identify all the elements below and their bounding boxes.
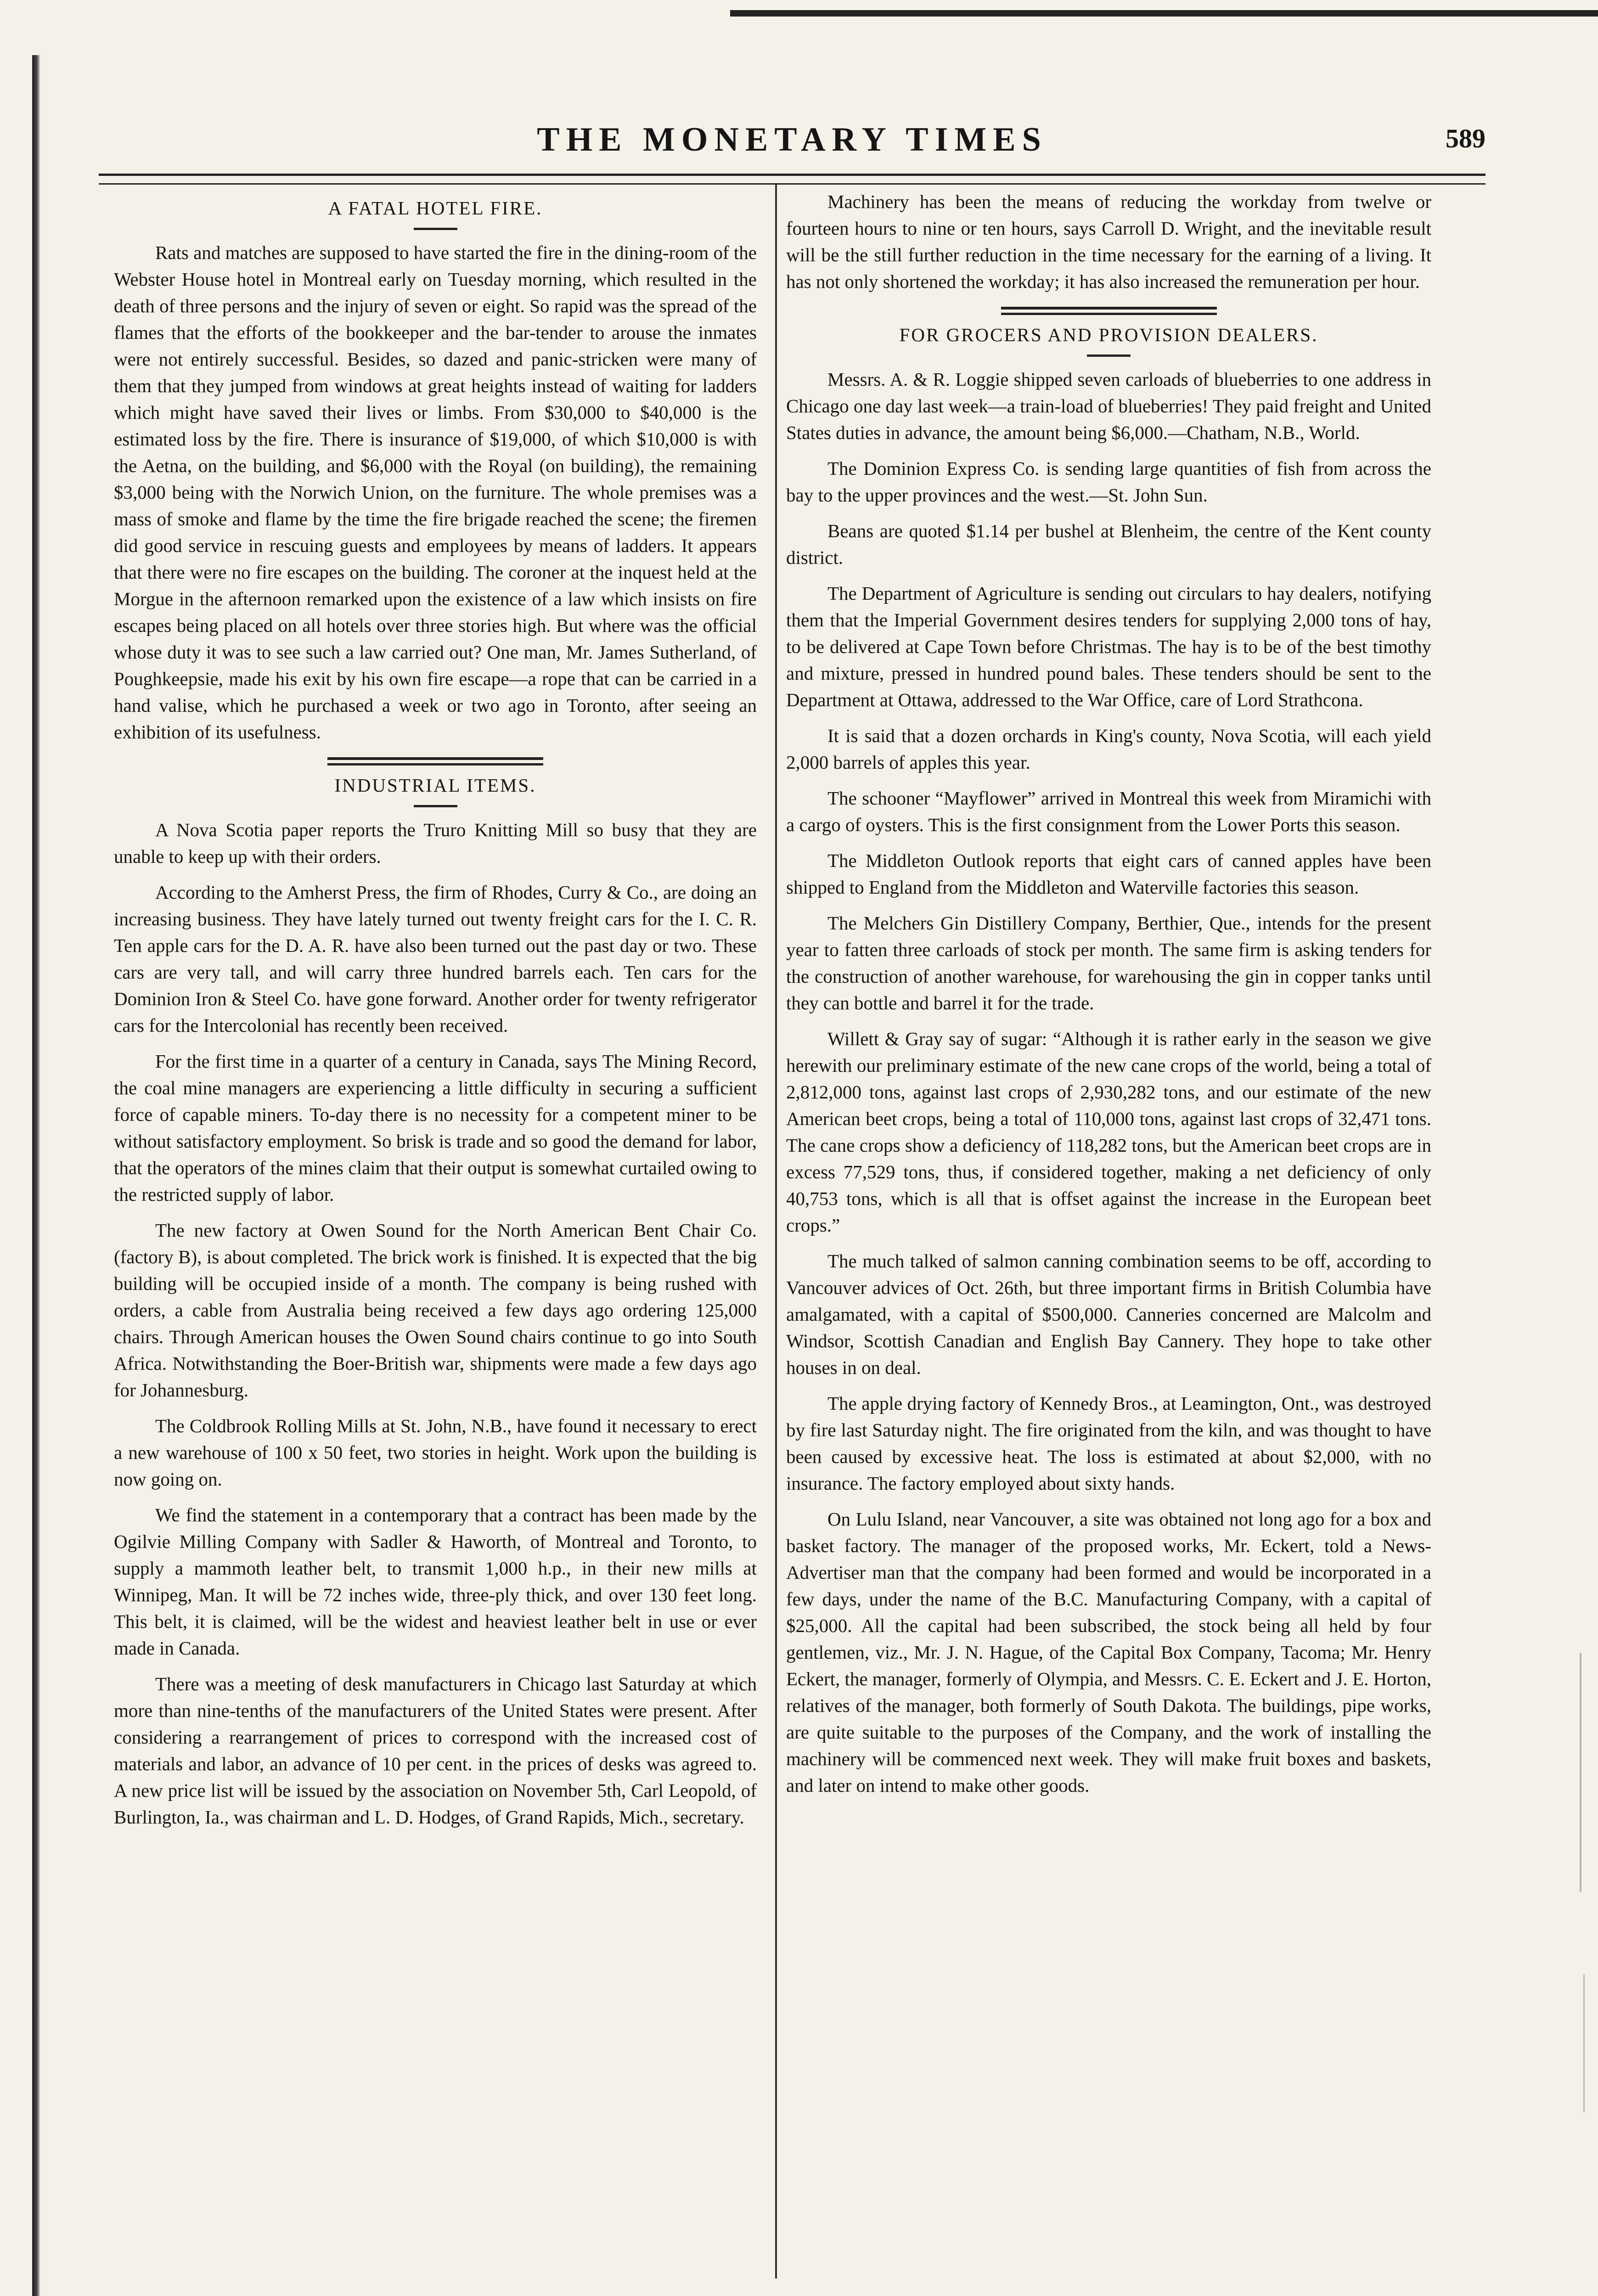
column-divider [775,185,777,2279]
section-heading-grocers: FOR GROCERS AND PROVISION DEALERS. [899,324,1318,345]
article-paragraph: The much talked of salmon canning combination seems to be off, according to Vancouver advices of Oct. 26th, but three important firms in British Columbia have amalgamated, with a capital of $500,000. Canneries concerned are Malcolm and Windsor, Scottish Canadian and English Bay Cannery. They hope to take other houses in on deal. [786,1250,1431,1378]
article-paragraph: Rats and matches are supposed to have started the fire in the dining-room of the Webster House hotel in Montreal early on Tuesday morning, which resulted in the death of three persons and the injury of seven or eight. So rapid was the spread of the flames that the efforts of the bookkeeper and the bar-tender to arouse the inmates were not entirely successful. Besides, so dazed and panic-stricken were many of them that they jumped from windows at great heights instead of waiting for ladders which might have saved their lives or limbs. From $30,000 to $40,000 is the estimated loss by the fire. There is insurance of $19,000, of which $10,000 is with the Aetna, on the building, and $6,000 with the Royal (on building), the remaining $3,000 being with the Norwich Union, on the furniture. The whole premises was a mass of smoke and flame by the time the fire brigade reached the scene; the firemen did good service in rescuing guests and employees by means of ladders. It appears that there were no fire escapes on the building. The coroner at the inquest held at the Morgue in the afternoon remarked upon the existence of a law which insists on fire escapes being placed on all hotels over three stories high. But where was the official whose duty it was to see such a law carried out? One man, Mr. James Sutherland, of Poughkeepsie, made his exit by his own fire escape—a rope that can be carried in a hand valise, which he purchased a week or two ago in Toronto, after seeing an exhibition of its usefulness. [114,242,757,743]
right-column [786,188,1431,1808]
page-number: 589 [1446,124,1485,153]
article-paragraph: The apple drying factory of Kennedy Bros., at Leamington, Ont., was destroyed by fire last Saturday night. The fire originated from the kiln, and was thought to have been caused by excessive heat. The loss is estimated at about $2,000, with no insurance. The factory employed about sixty hands. [786,1393,1431,1494]
article-heading-hotel-fire: A FATAL HOTEL FIRE. [328,197,543,219]
publication-title: THE MONETARY TIMES [537,121,1047,158]
article-paragraph: A Nova Scotia paper reports the Truro Knitting Mill so busy that they are unable to keep up with their orders. [114,819,757,867]
heading-rule [414,228,457,230]
top-border-rule [730,10,1598,17]
scan-edge-mark [1583,1975,1585,2112]
article-paragraph: The Melchers Gin Distillery Company, Berthier, Que., intends for the present year to fatten three carloads of stock per month. The same firm is asking tenders for the construction of another warehouse, for warehousing the gin in copper tanks until they can bottle and barrel it for the trade. [786,912,1431,1013]
article-paragraph: The schooner “Mayflower” arrived in Montreal this week from Miramichi with a cargo of oysters. This is the first consignment from the Lower Ports this season. [786,788,1431,835]
left-column [114,188,757,1840]
article-paragraph: According to the Amherst Press, the firm of Rhodes, Curry & Co., are doing an increasing business. They have lately turned out twenty freight cars for the I. C. R. Ten apple cars for the D. A. R. have also been turned out the past day or two. These cars are very tall, and will carry three hundred barrels each. Ten cars for the Dominion Iron & Steel Co. have gone forward. Another order for twenty refrigerator cars for the Intercolonial has recently been received. [114,882,757,1036]
article-paragraph: Willett & Gray say of sugar: “Although it is rather early in the season we give herewith our preliminary estimate of the new cane crops of the world, being a total of 2,812,000 tons, against last crops of 2,930,282 tons, and our estimate of the new American beet crops, being a total of 110,000 tons, against last crops of 32,471 tons. The cane crops show a deficiency of 118,282 tons, but the American beet crops are in excess 77,529 tons, thus, if considered together, making a net deficiency of only 40,753 tons, which is all that is offset against the increase in the European beet crops.” [786,1028,1431,1236]
article-paragraph: Machinery has been the means of reducing the workday from twelve or fourteen hours to nine or ten hours, says Carroll D. Wright, and the inevitable result will be the still further reduction in the time necessary for the earning of a living. It has not only shortened the workday; it has also increased the remuneration per hour. [786,191,1431,292]
article-paragraph: The Middleton Outlook reports that eight cars of canned apples have been shipped to England from the Middleton and Waterville factories this season. [786,850,1431,898]
masthead [99,120,1485,175]
article-paragraph: The Department of Agriculture is sending out circulars to hay dealers, notifying them that the Imperial Government desires tenders for supplying 2,000 tons of hay, to be delivered at Cape Town before Christmas. The hay is to be of the best timothy and mixture, pressed in hundred pound bales. These tenders should be sent to the Department at Ottawa, addressed to the War Office, care of Lord Strathcona. [786,583,1431,710]
section-separator [1001,307,1217,315]
heading-rule [1087,355,1131,357]
article-paragraph: The Coldbrook Rolling Mills at St. John, N.B., have found it necessary to erect a new warehouse of 100 x 50 feet, two stories in height. Work upon the building is now going on. [114,1415,757,1490]
article-paragraph: Messrs. A. & R. Loggie shipped seven carloads of blueberries to one address in Chicago one day last week—a train-load of blueberries! They paid freight and United States duties in advance, the amount being $6,000.—Chatham, N.B., World. [786,369,1431,443]
header-double-rule [99,174,1485,185]
article-paragraph: We find the statement in a contemporary that a contract has been made by the Ogilvie Milling Company with Sadler & Haworth, of Montreal and Toronto, to supply a mammoth leather belt, to transmit 1,000 h.p., in their new mills at Winnipeg, Man. It will be 72 inches wide, three-ply thick, and over 130 feet long. This belt, it is claimed, will be the widest and heaviest leather belt in use or ever made in Canada. [114,1504,757,1659]
article-paragraph: Beans are quoted $1.14 per bushel at Blenheim, the centre of the Kent county district. [786,520,1431,568]
scan-edge-mark [1580,1653,1581,1892]
section-heading-industrial-items: INDUSTRIAL ITEMS. [334,775,536,796]
article-paragraph: There was a meeting of desk manufacturers in Chicago last Saturday at which more than nine-tenths of the manufacturers of the United States were present. After considering a rearrangement of prices to correspond with the increased cost of materials and labor, an advance of 10 per cent. in the prices of desks was agreed to. A new price list will be issued by the association on November 5th, Carl Leopold, of Burlington, Ia., was chairman and L. D. Hodges, of Grand Rapids, Mich., secretary. [114,1673,757,1828]
heading-rule [414,805,457,807]
article-paragraph: The Dominion Express Co. is sending large quantities of fish from across the bay to the upper provinces and the west.—St. John Sun. [786,458,1431,506]
article-paragraph: On Lulu Island, near Vancouver, a site was obtained not long ago for a box and basket factory. The manager of the proposed works, Mr. Eckert, told a News-Advertiser man that the company had been formed and would be incorporated in a few days, under the name of the B.C. Manufacturing Company, with a capital of $25,000. All the capital had been subscribed, the stock being all held by four gentlemen, viz., Mr. J. N. Hague, of the Capital Box Company, Tacoma; Mr. Henry Eckert, the manager, formerly of Olympia, and Messrs. C. E. Eckert and J. E. Horton, relatives of the manager, both formerly of South Dakota. The buildings, pipe works, are quite suitable to the purposes of the Company, and the work of installing the machinery will be commenced next week. They will make fruit boxes and baskets, and later on intend to make other goods. [786,1508,1431,1796]
scan-binding-edge [32,55,40,2296]
section-separator [327,757,543,765]
article-paragraph: For the first time in a quarter of a century in Canada, says The Mining Record, the coal mine managers are experiencing a little difficulty in securing a sufficient force of capable miners. To-day there is no necessity for a competent miner to be without satisfactory employment. So brisk is trade and so good the demand for labor, that the operators of the mines claim that their output is somewhat curtailed owing to the restricted supply of labor. [114,1051,757,1205]
article-paragraph: It is said that a dozen orchards in King's county, Nova Scotia, will each yield 2,000 barrels of apples this year. [786,725,1431,773]
article-paragraph: The new factory at Owen Sound for the North American Bent Chair Co. (factory B), is about completed. The brick work is finished. It is expected that the big building will be occupied inside of a month. The company is being rushed with orders, a cable from Australia being received a few days ago ordering 125,000 chairs. Through American houses the Owen Sound chairs continue to go into South Africa. Notwithstanding the Boer-British war, shipments were made a few days ago for Johannesburg. [114,1220,757,1401]
